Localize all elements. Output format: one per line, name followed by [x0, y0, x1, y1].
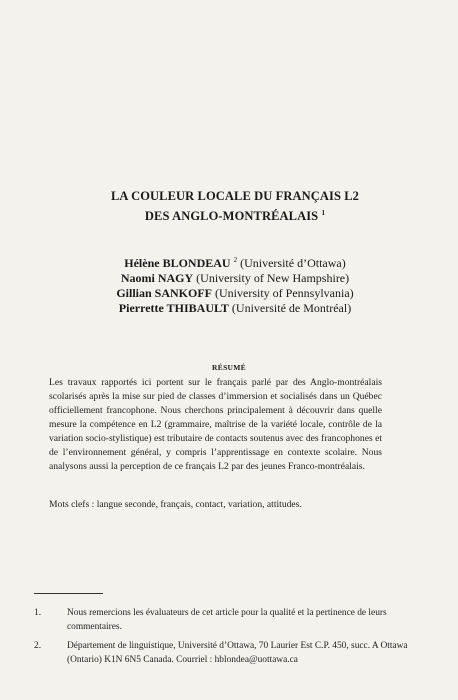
abstract-text: Les travaux rapportés ici portent sur le français parlé par des Anglo-montréalais scolarisés après la mise sur pied de classes d’immersion et socialisés dans un Québec officiellement francophone. Nous cherchons principalement à découvrir dans quelle mesure la compétence en L2 (grammaire, maîtrise de la variété locale, contrôle de la variation socio-stylistique) est tributaire de contacts soutenus avec des francophones et de l’environnement général, y compris l’apprentissage en contexte scolaire. Nous analysons aussi la perception de ce français L2 par des jeunes Franco-montréalais.: [49, 377, 383, 472]
footnote-number: 2.: [34, 641, 42, 651]
footnote-text: Nous remercions les évaluateurs de cet article pour la qualité et la pertinence de leurs commentaires.: [67, 608, 387, 632]
title-footnote-mark: 1: [321, 209, 326, 217]
author-line: [40, 286, 430, 301]
author-line: [40, 301, 430, 316]
author-affiliation: (Université de Montréal): [231, 301, 352, 315]
author-line: [40, 271, 430, 286]
resume-heading: RÉSUMÉ: [212, 363, 246, 372]
author-affiliation: (University of New Hampshire): [196, 271, 350, 285]
author-name: Naomi NAGY: [120, 271, 194, 285]
article-title: [40, 188, 430, 225]
title-line-2-text: DES ANGLO-MONTRÉALAIS: [144, 209, 319, 224]
title-line-2: [40, 205, 430, 225]
author-name: Gillian SANKOFF: [116, 286, 213, 300]
author-line: [40, 253, 430, 271]
author-affiliation: (Université d’Ottawa): [240, 256, 346, 270]
author-affiliation: (University of Pennsylvania): [215, 286, 354, 300]
title-line-1: LA COULEUR LOCALE DU FRANÇAIS L2: [110, 189, 360, 203]
author-name: Pierrette THIBAULT: [118, 301, 229, 315]
author-name: Hélène BLONDEAU: [124, 256, 231, 270]
keywords-line: Mots clefs : langue seconde, français, contact, variation, attitudes.: [49, 499, 302, 510]
footnote-divider: [34, 593, 103, 594]
footnote-number: 1.: [34, 608, 42, 618]
author-list: [40, 253, 430, 316]
author-footnote-mark: 2: [233, 256, 238, 264]
footnote-text: Département de linguistique, Université d’Ottawa, 70 Laurier Est C.P. 450, succ. A Ottawa (Ontario) K1N 6N5 Canada. Courriel : hblondea@uottawa.ca: [67, 641, 408, 665]
